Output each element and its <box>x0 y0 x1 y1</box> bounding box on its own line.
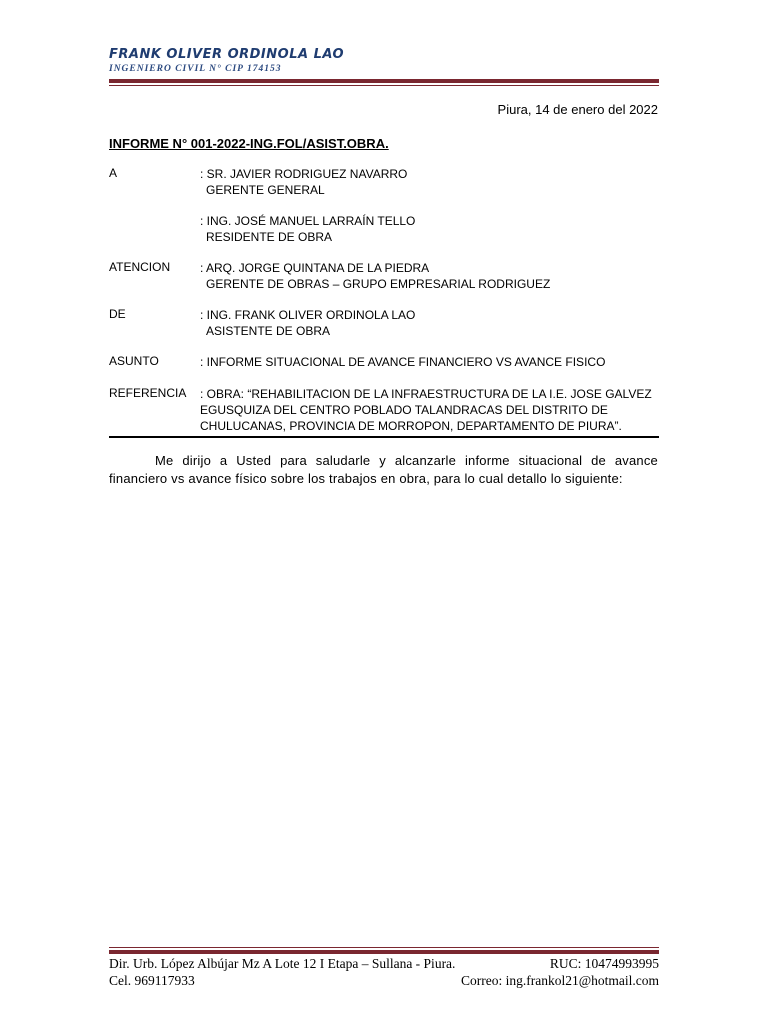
field-a-1-line2: GERENTE GENERAL <box>206 183 325 197</box>
field-a-label: A <box>109 166 118 180</box>
field-a-2-line2: RESIDENTE DE OBRA <box>206 230 333 244</box>
field-asunto-value: : INFORME SITUACIONAL DE AVANCE FINANCIERO VS AVANCE FISICO <box>200 355 606 369</box>
footer-email: Correo: ing.frankol21@hotmail.com <box>460 973 659 988</box>
document-date: Piura, 14 de enero del 2022 <box>497 102 658 117</box>
section-divider <box>109 436 659 438</box>
field-referencia-value: : OBRA: “REHABILITACION DE LA INFRAESTRUCTURA DE LA I.E. JOSE GALVEZ EGUSQUIZA DEL CENTRO POBLADO TALANDRACAS DEL DISTRITO DE CHULUCANAS, PROVINCIA DE MORROPON, DEPARTAMENTO DE PIURA”. <box>200 387 652 433</box>
footer-rule-thin <box>109 947 659 948</box>
footer-ruc: RUC: 10474993995 <box>549 956 659 971</box>
field-atencion-value <box>200 260 550 292</box>
field-atencion-line2: GERENTE DE OBRAS – GRUPO EMPRESARIAL RODRIGUEZ <box>206 277 551 291</box>
header-rule-thin <box>109 85 659 86</box>
field-asunto-label: ASUNTO <box>109 354 159 368</box>
field-referencia-label: REFERENCIA <box>109 386 187 400</box>
field-atencion-label: ATENCION <box>109 260 171 274</box>
footer-phone: Cel. 969117933 <box>109 973 195 988</box>
footer-address: Dir. Urb. López Albújar Mz A Lote 12 I Etapa – Sullana - Piura. <box>109 956 456 971</box>
footer-rule-thick <box>109 950 659 954</box>
body-paragraph: Me dirijo a Usted para saludarle y alcanzarle informe situacional de avance financiero vs avance físico sobre los trabajos en obra, para lo cual detallo lo siguiente: <box>109 453 658 486</box>
report-title: INFORME N° 001-2022-ING.FOL/ASIST.OBRA. <box>109 136 389 151</box>
field-de-value <box>200 307 415 339</box>
letterhead-subtitle: INGENIERO CIVIL N° CIP 174153 <box>109 64 282 74</box>
field-de-line2: ASISTENTE DE OBRA <box>206 324 331 338</box>
field-a-2-value <box>200 213 415 245</box>
field-a-2-line1: : ING. JOSÉ MANUEL LARRAÍN TELLO <box>200 214 416 228</box>
field-a-1-line1: : SR. JAVIER RODRIGUEZ NAVARRO <box>200 167 408 181</box>
field-atencion-line1: : ARQ. JORGE QUINTANA DE LA PIEDRA <box>200 261 430 275</box>
footer-address-row <box>109 956 659 972</box>
footer-contact-row <box>109 973 659 989</box>
field-de-line1: : ING. FRANK OLIVER ORDINOLA LAO <box>200 308 416 322</box>
letterhead-name: FRANK OLIVER ORDINOLA LAO <box>109 47 345 62</box>
field-de-label: DE <box>109 307 126 321</box>
header-rule-thick <box>109 79 659 83</box>
field-a-1-value <box>200 166 407 198</box>
